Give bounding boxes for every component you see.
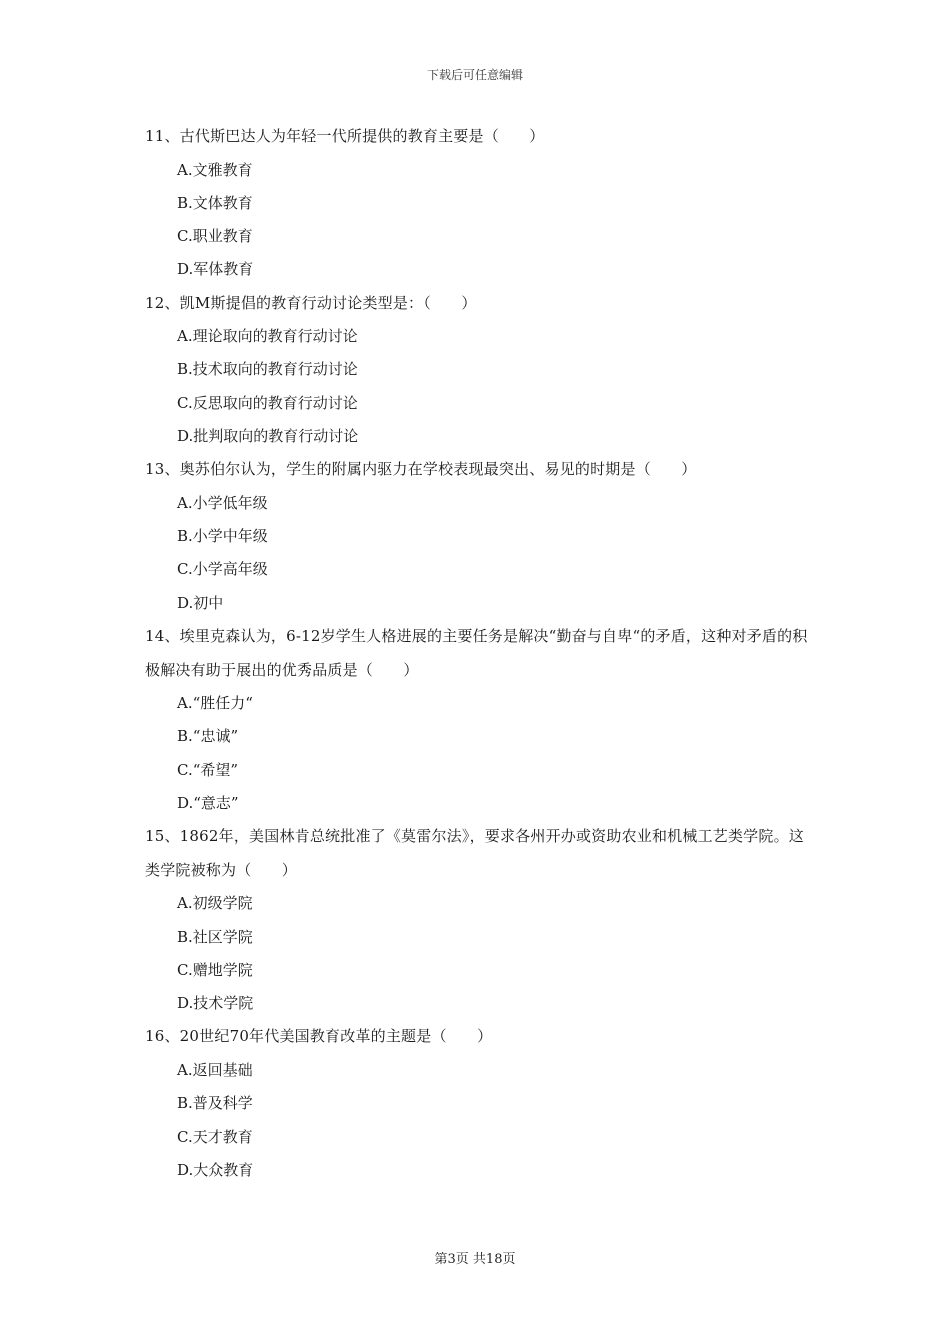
option-c: C.赠地学院 [177, 960, 253, 979]
question-list [145, 120, 810, 1187]
page-number-footer: 第3页 共18页 [434, 1252, 516, 1267]
option-a: A.文雅教育 [177, 160, 253, 179]
question-text: 13、奥苏伯尔认为，学生的附属内驱力在学校表现最突出、易见的时期是（ ） [145, 460, 697, 479]
question-11 [145, 120, 810, 287]
question-14 [145, 620, 810, 820]
question-16 [145, 1020, 810, 1187]
option-d: D.技术学院 [177, 994, 254, 1013]
option-d: D.大众教育 [177, 1160, 254, 1179]
option-c: C.小学高年级 [177, 560, 268, 579]
option-b: B.“忠诚” [177, 727, 239, 746]
question-12 [145, 287, 810, 454]
option-c: C.天才教育 [177, 1127, 253, 1146]
option-b: B.普及科学 [177, 1094, 253, 1113]
question-text: 16、20世纪70年代美国教育改革的主题是（ ） [145, 1027, 493, 1046]
option-d: D.“意志” [177, 793, 239, 812]
option-a: A.小学低年级 [177, 493, 268, 512]
question-15 [145, 820, 810, 1020]
option-a: A.初级学院 [177, 894, 253, 913]
option-c: C.反思取向的教育行动讨论 [177, 393, 358, 412]
option-c: C.“希望” [177, 760, 239, 779]
option-d: D.初中 [177, 593, 224, 612]
option-b: B.技术取向的教育行动讨论 [177, 360, 358, 379]
option-b: B.社区学院 [177, 927, 253, 946]
page-header-note: 下载后可任意编辑 [426, 68, 523, 82]
question-text: 14、埃里克森认为，6-12岁学生人格进展的主要任务是解决“勤奋与自卑“的矛盾，这种对矛盾的积极解决有助于展出的优秀品质是（ ） [145, 627, 808, 679]
question-13 [145, 453, 810, 620]
option-a: A.“胜任力“ [177, 694, 253, 713]
question-text: 11、古代斯巴达人为年轻一代所提供的教育主要是（ ） [145, 127, 545, 145]
option-b: B.文体教育 [177, 193, 253, 212]
option-d: D.军体教育 [177, 260, 254, 279]
question-text: 15、1862年，美国林肯总统批准了《莫雷尔法》，要求各州开办或资助农业和机械工艺类学院。这类学院被称为（ ） [145, 827, 804, 879]
question-text: 12、凯M斯提倡的教育行动讨论类型是：（ ） [145, 293, 477, 312]
option-a: A.理论取向的教育行动讨论 [177, 327, 358, 346]
option-a: A.返回基础 [177, 1060, 253, 1079]
option-d: D.批判取向的教育行动讨论 [177, 427, 359, 446]
option-c: C.职业教育 [177, 227, 253, 246]
option-b: B.小学中年级 [177, 527, 268, 546]
